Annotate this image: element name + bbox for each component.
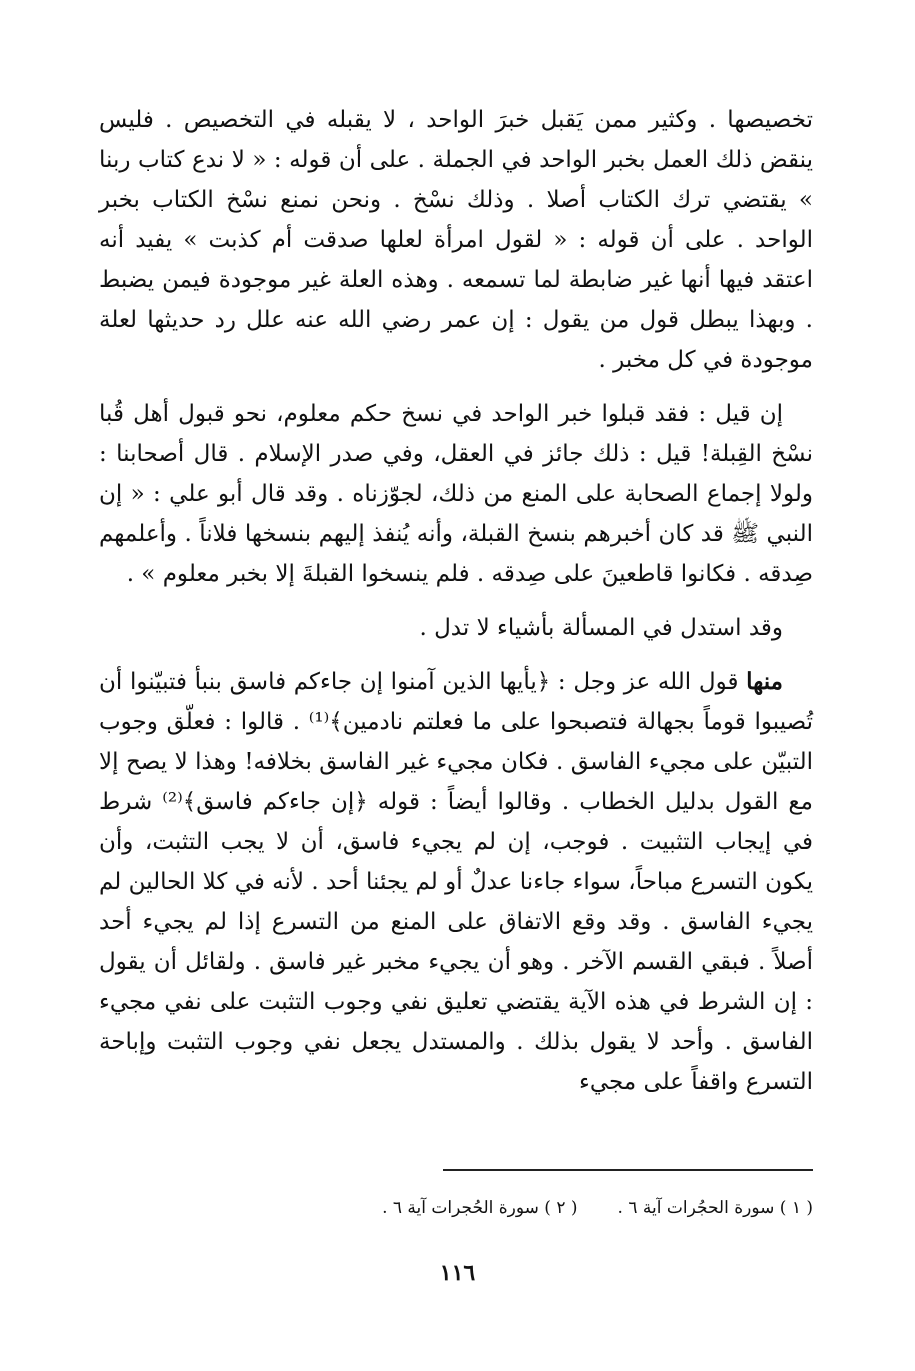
paragraph-2 xyxy=(99,394,813,594)
footnote-2: ( ٢ ) سورة الحُجرات آية ٦ . xyxy=(382,1198,578,1218)
footnote-divider xyxy=(443,1169,813,1171)
page-body xyxy=(99,100,813,1102)
paragraph-3-text: وقد استدل في المسألة بأشياء لا تدل . xyxy=(419,615,783,641)
page-number: ١١٦ xyxy=(439,1260,476,1286)
footnotes xyxy=(99,1195,813,1221)
paragraph-4-lead: منها xyxy=(746,668,783,695)
paragraph-4 xyxy=(99,662,813,1102)
footnote-1: ( ١ ) سورة الحجُرات آية ٦ . xyxy=(617,1198,813,1218)
paragraph-1 xyxy=(99,100,813,380)
paragraph-2-text: إن قيل : فقد قبلوا خبر الواحد في نسخ حكم معلوم، نحو قبول أهل قُبا نسْخ القِبلة! قيل : ذلك جائز في العقل، وفي صدر الإسلام . قال أصحابنا : ولولا إجماع الصحابة على المنع من ذلك، لجوّزناه . وقد قال أبو علي : « إن النبي ﷺ قد كان أخبرهم بنسخ القبلة، وأنه يُنفذ إليهم بنسخها فلاناً . وأعلمهم صِدقه . فكانوا قاطعينَ على صِدقه . فلم ينسخوا القبلةَ إلا بخبر معلوم » . xyxy=(99,401,813,587)
paragraph-1-text: تخصيصها . وكثير ممن يَقبل خبرَ الواحد ، لا يقبله في التخصيص . فليس ينقض ذلك العمل بخبر الواحد في الجملة . على أن قوله : « لا ندع كتاب ربنا » يقتضي ترك الكتاب أصلا . وذلك نسْخ . ونحن نمنع نسْخ الكتاب بخبر الواحد . على أن قوله : « لقول امرأة لعلها صدقت أم كذبت » يفيد أنه اعتقد فيها أنها غير ضابطة لما تسمعه . وهذه العلة غير موجودة فيمن يضبط . وبهذا يبطل قول من يقول : إن عمر رضي الله عنه علل رد حديثها لعلة موجودة في كل مخبر . xyxy=(99,107,813,373)
paragraph-4-text: قول الله عز وجل : ﴿يأيها الذين آمنوا إن جاءكم فاسق بنبأ فتبيّنوا أن تُصيبوا قوماً بجهالة فتصبحوا على ما فعلتم نادمين﴾⁽¹⁾ . قالوا : فعلّق وجوب التبيّن على مجيء الفاسق . فكان مجيء غير الفاسق بخلافه! وهذا لا يصح إلا مع القول بدليل الخطاب . وقالوا أيضاً : قوله ﴿إن جاءكم فاسق﴾⁽²⁾ شرط في إيجاب التثبيت . فوجب، إن لم يجيء فاسق، أن لا يجب التثبت، وأن يكون التسرع مباحاً، سواء جاءنا عدلٌ أو لم يجئنا أحد . لأنه في كلا الحالين لم يجيء الفاسق . وقد وقع الاتفاق على المنع من التسرع إذا لم يجيء أحد أصلاً . فبقي القسم الآخر . وهو أن يجيء مخبر غير فاسق . ولقائل أن يقول : إن الشرط في هذه الآية يقتضي تعليق نفي وجوب التثبت على نفي مجيء الفاسق . وأحد لا يقول بذلك . والمستدل يجعل نفي وجوب التثبت وإباحة التسرع واقفاً على مجيء xyxy=(99,669,813,1095)
paragraph-3 xyxy=(99,608,813,648)
